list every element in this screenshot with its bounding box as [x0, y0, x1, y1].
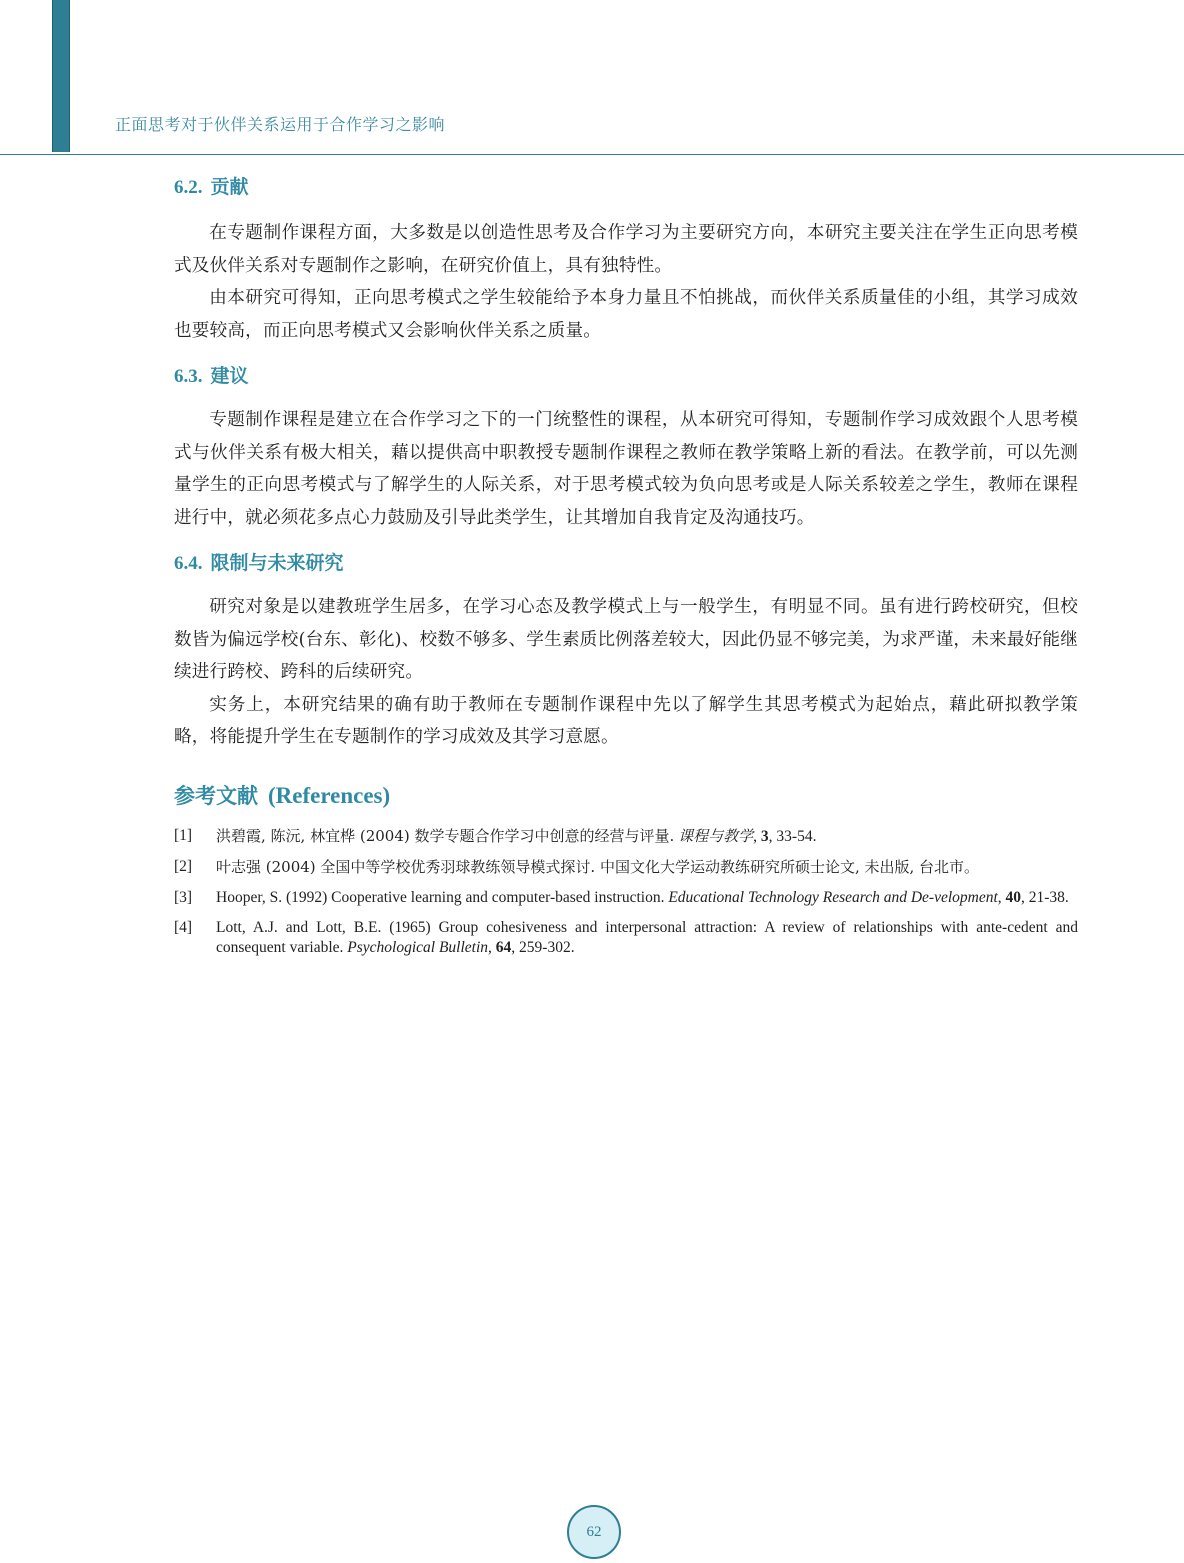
reference-volume: 40	[1005, 888, 1022, 906]
reference-item: [3] Hooper, S. (1992) Cooperative learning and computer-based instruction. Educational Technology Research and De-velopment, 40, 21-38.	[174, 888, 1069, 906]
section-title: 建议	[210, 365, 249, 387]
reference-item	[174, 857, 1078, 878]
reference-index: [1]	[174, 826, 193, 844]
header-accent-bar	[52, 0, 70, 152]
section-number: 6.2.	[174, 177, 203, 198]
reference-index: [3]	[174, 888, 193, 906]
paragraph: 专题制作课程是建立在合作学习之下的一门统整性的课程，从本研究可得知，专题制作学习成效跟个人思考模式与伙伴关系有极大相关，藉以提供高中职教授专题制作课程之教师在教学策略上新的看法。在教学前，可以先测量学生的正向思考模式与了解学生的人际关系，对于思考模式较为负向思考或是人际关系较差之学生，教师在课程进行中，就必须花多点心力鼓励及引导此类学生，让其增加自我肯定及沟通技巧。	[174, 410, 1078, 528]
reference-index: [4]	[174, 918, 193, 936]
paragraph: 实务上，本研究结果的确有助于教师在专题制作课程中先以了解学生其思考模式为起始点，藉此研拟教学策略，将能提升学生在专题制作的学习成效及其学习意愿。	[174, 694, 1078, 747]
page-number: 62	[567, 1505, 621, 1559]
section-title: 贡献	[210, 176, 249, 198]
reference-pages: , 21-38.	[1021, 888, 1069, 906]
reference-index: [2]	[174, 857, 193, 875]
reference-item: [4] Lott, A.J. and Lott, B.E. (1965) Group cohesiveness and interpersonal attraction: A review of relationships with ante-cedent and consequent variable. Psychological Bulletin, 64, 259-302.	[174, 918, 1078, 956]
reference-journal: Psychological Bulletin	[347, 938, 489, 956]
section-number: 6.3.	[174, 366, 203, 387]
references-title-cn: 参考文献	[174, 783, 258, 808]
main-content	[174, 172, 1078, 958]
reference-journal: 课程与教学	[678, 826, 754, 845]
section-heading-6-2	[174, 172, 1078, 199]
reference-pages: , 33-54.	[768, 827, 817, 845]
reference-authors: 洪碧霞, 陈沅, 林宜桦 (2004) 数学专题合作学习中创意的经营与评量.	[216, 826, 675, 845]
reference-authors: Lott, A.J. and Lott, B.E. (1965) Group cohesiveness and interpersonal attraction: A review of relationships with ante-cedent and consequent variable.	[216, 918, 1078, 956]
reference-journal: Educational Technology Research and De-velopment	[668, 888, 998, 906]
section-heading-6-4	[174, 548, 1078, 575]
paragraph: 在专题制作课程方面，大多数是以创造性思考及合作学习为主要研究方向，本研究主要关注在学生正向思考模式及伙伴关系对专题制作之影响，在研究价值上，具有独特性。	[174, 223, 1078, 276]
paragraph: 由本研究可得知，正向思考模式之学生较能给予本身力量且不怕挑战，而伙伴关系质量佳的小组，其学习成效也要较高，而正向思考模式又会影响伙伴关系之质量。	[174, 288, 1078, 341]
reference-authors: Hooper, S. (1992) Cooperative learning and computer-based instruction.	[216, 888, 665, 906]
reference-volume: 64	[495, 938, 512, 956]
references-title-en: (References)	[268, 782, 391, 808]
references-heading	[174, 780, 1078, 810]
reference-text: 叶志强 (2004) 全国中等学校优秀羽球教练领导模式探讨. 中国文化大学运动教练研究所硕士论文, 未出版, 台北市。	[216, 857, 980, 876]
section-title: 限制与未来研究	[210, 552, 344, 574]
reference-pages: , 259-302.	[511, 938, 575, 956]
reference-item: [1] 洪碧霞, 陈沅, 林宜桦 (2004) 数学专题合作学习中创意的经营与评量. 课程与教学, 3, 33-54.	[174, 826, 817, 845]
section-heading-6-3	[174, 361, 1078, 388]
reference-volume: 3	[760, 827, 769, 845]
running-title: 正面思考对于伙伴关系运用于合作学习之影响	[115, 115, 446, 134]
section-number: 6.4.	[174, 553, 203, 574]
header-rule	[0, 154, 1184, 155]
paragraph: 研究对象是以建教班学生居多，在学习心态及教学模式上与一般学生，有明显不同。虽有进行跨校研究，但校数皆为偏远学校(台东、彰化)、校数不够多、学生素质比例落差较大，因此仍显不够完美，为求严谨，未来最好能继续进行跨校、跨科的后续研究。	[174, 597, 1078, 682]
